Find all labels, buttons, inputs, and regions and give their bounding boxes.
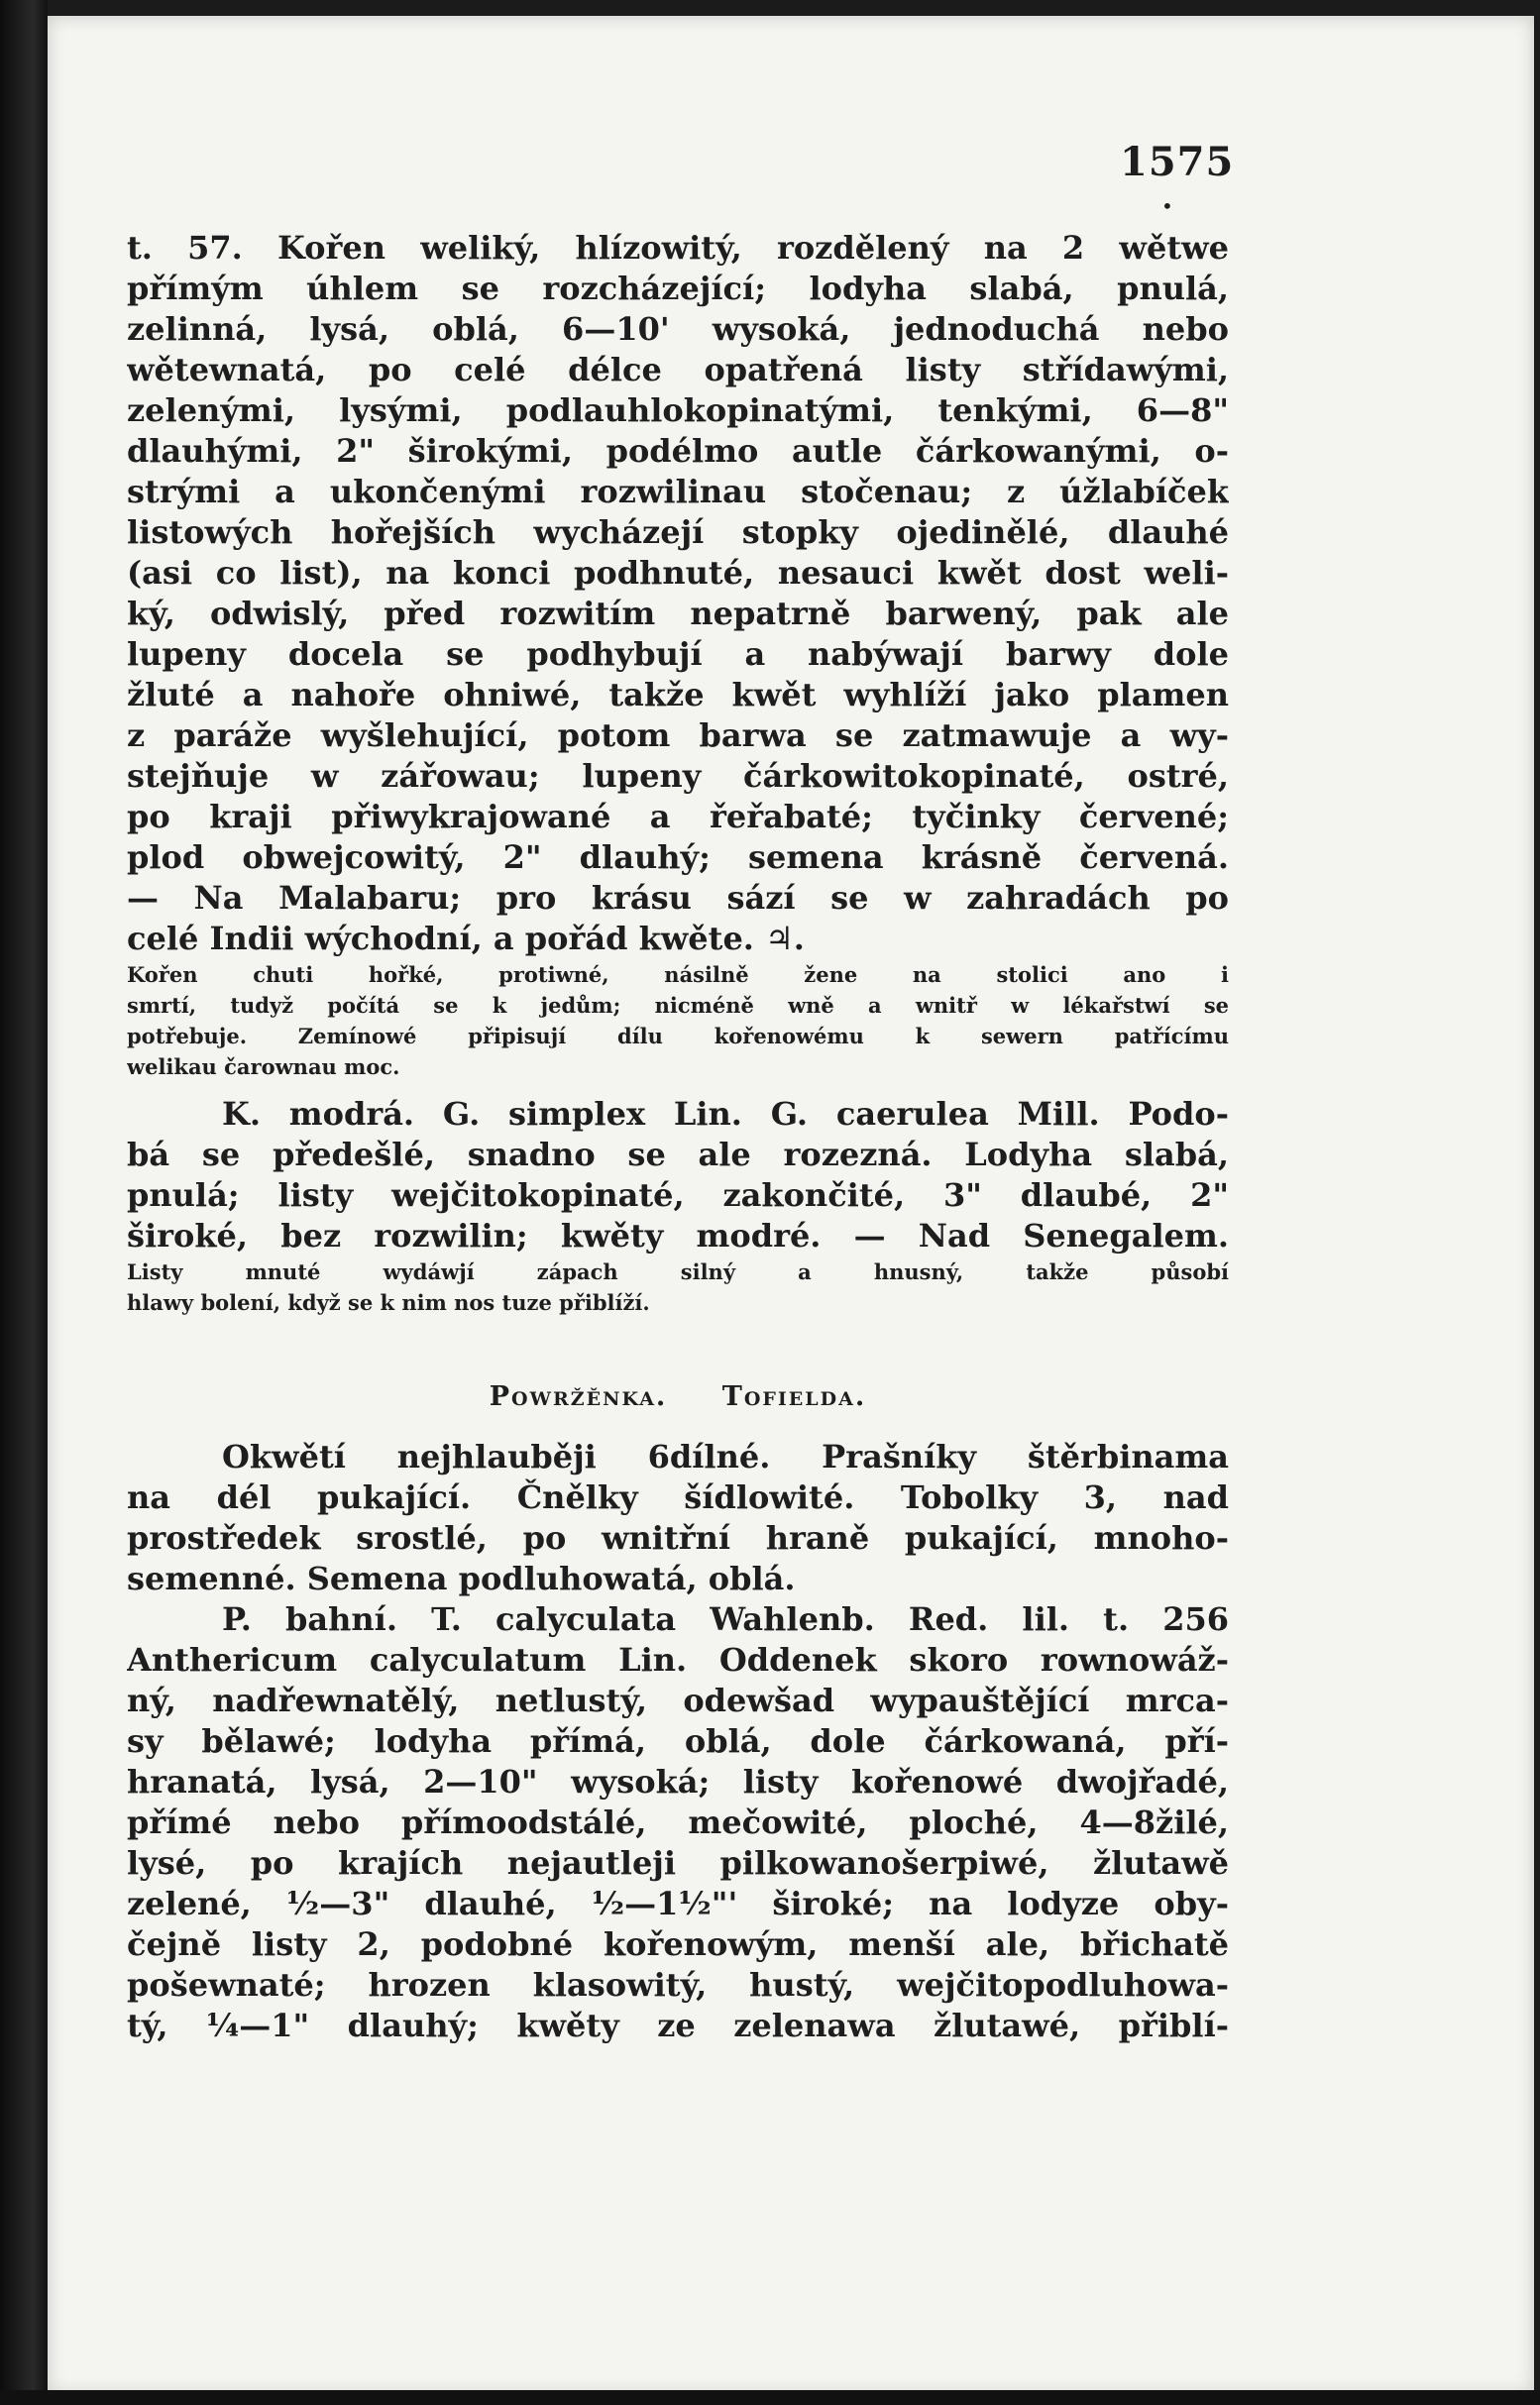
- entry-second: [127, 1094, 1229, 1257]
- text-line: t. 57. Kořen weliký, hlízowitý, rozdělený na 2 wětwe: [127, 229, 1229, 267]
- genus-heading-latin: Tofielda.: [721, 1381, 867, 1412]
- text-line: sy bělawé; lodyha přímá, oblá, dole čárkowaná, pří-: [127, 1722, 1229, 1760]
- note-line: welikau čarownau moc.: [127, 1054, 400, 1079]
- text-line: semenné. Semena podluhowatá, oblá.: [127, 1560, 796, 1597]
- entry-second-note: [127, 1257, 1229, 1318]
- text-line: pnulá; listy wejčitokopinaté, zakončité, 3" dlaubé, 2": [127, 1176, 1229, 1214]
- text-line: na dél pukající. Čnělky šídlowité. Tobolky 3, nad: [127, 1478, 1229, 1516]
- text-line: dlauhými, 2" širokými, podélmo autle čárkowanými, o-: [127, 432, 1229, 470]
- text-line: K. modrá. G. simplex Lin. G. caerulea Mill. Podo-: [222, 1095, 1229, 1133]
- spacer: [127, 1082, 1229, 1094]
- text-line: široké, bez rozwilin; kwěty modré. — Nad Senegalem.: [127, 1217, 1229, 1255]
- text-line: P. bahní. T. calyculata Wahlenb. Red. lil. t. 256: [222, 1600, 1229, 1638]
- text-line: po kraji přiwykrajowané a řeřabaté; tyčinky červené;: [127, 798, 1229, 835]
- text-line: ný, nadřewnatělý, netlustý, odewšad wypauštějící mrca-: [127, 1682, 1229, 1719]
- text-line: zelenými, lysými, podlauhlokopinatými, tenkými, 6—8": [127, 391, 1229, 429]
- text-line: pošewnaté; hrozen klasowitý, hustý, wejčitopodluhowa-: [127, 1966, 1229, 2004]
- text-line: strými a ukončenými rozwilinau stočenau; z úžlabíček: [127, 473, 1229, 510]
- text-line: čejně listy 2, podobné kořenowým, menší ale, břichatě: [127, 1925, 1229, 1963]
- note-line: Listy mnuté wydáwjí zápach silný a hnusný, takže působí: [127, 1259, 1229, 1284]
- text-line: — Na Malabaru; pro krásu sází se w zahradách po: [127, 879, 1229, 917]
- text-line: ký, odwislý, před rozwitím nepatrně barwený, pak ale: [127, 595, 1229, 632]
- text-line: listowých hořejších wycházejí stopky ojedinělé, dlauhé: [127, 513, 1229, 551]
- text-line: plod obwejcowitý, 2" dlauhý; semena krásně červená.: [127, 838, 1229, 876]
- text-line: hranatá, lysá, 2—10" wysoká; listy kořenowé dwojřadé,: [127, 1763, 1229, 1801]
- text-line: zelinná, lysá, oblá, 6—10' wysoká, jednoduchá nebo: [127, 310, 1229, 348]
- text-line: celé Indii wýchodní, a pořád kwěte. ♃.: [127, 920, 805, 957]
- text-line: žluté a nahoře ohniwé, takže kwět wyhlíží jako plamen: [127, 676, 1229, 713]
- entry-main: [127, 228, 1229, 959]
- spacer: [127, 1417, 1229, 1437]
- text-line: z paráže wyšlehující, potom barwa se zatmawuje a wy-: [127, 716, 1229, 754]
- scan-left-edge: [0, 0, 48, 2405]
- text-line: tý, ¼—1" dlauhý; kwěty ze zelenawa žlutawé, přiblí-: [127, 2007, 1229, 2044]
- text-line: lysé, po krajích nejautleji pilkowanošerpiwé, žlutawě: [127, 1844, 1229, 1882]
- text-line: přímé nebo přímoodstálé, mečowité, ploché, 4—8žilé,: [127, 1804, 1229, 1841]
- entry-main-note: [127, 959, 1229, 1082]
- page-number-dot: •: [1161, 194, 1173, 218]
- note-line: Kořen chuti hořké, protiwné, násilně žene na stolici ano i: [127, 962, 1229, 987]
- text-line: bá se předešlé, snadno se ale rozezná. Lodyha slabá,: [127, 1136, 1229, 1173]
- note-line: smrtí, tudyž počítá se k jedům; nicméně wně a wnitř w lékařstwí se: [127, 993, 1229, 1018]
- species-entry: [127, 1599, 1229, 2046]
- genus-heading: [127, 1377, 1229, 1417]
- page-number: 1575: [1120, 139, 1235, 185]
- text-line: lupeny docela se podhybují a nabýwají barwy dole: [127, 635, 1229, 673]
- text-line: (asi co list), na konci podhnuté, nesauci kwět dost weli-: [127, 554, 1229, 592]
- genus-heading-czech: Powržěnka.: [489, 1381, 668, 1412]
- text-line: Okwětí nejhlauběji 6dílné. Prašníky štěrbinama: [222, 1438, 1229, 1476]
- text-line: stejňuje w zářowau; lupeny čárkowitokopinaté, ostré,: [127, 757, 1229, 795]
- text-line: Anthericum calyculatum Lin. Oddenek skoro rownowáž-: [127, 1641, 1229, 1679]
- scan-bottom-edge: [0, 2390, 1540, 2405]
- note-line: potřebuje. Zemínowé připisují dílu kořenowému k sewern patřícímu: [127, 1024, 1229, 1048]
- text-line: prostředek srostlé, po wnitřní hraně pukající, mnoho-: [127, 1519, 1229, 1557]
- text-line: přímým úhlem se rozcházející; lodyha slabá, pnulá,: [127, 270, 1229, 307]
- page-text: [127, 228, 1229, 2046]
- text-line: wětewnatá, po celé délce opatřená listy střídawými,: [127, 351, 1229, 388]
- note-line: hlawy bolení, když se k nim nos tuze přiblíží.: [127, 1290, 650, 1315]
- spacer: [127, 1318, 1229, 1377]
- genus-description: [127, 1437, 1229, 1599]
- text-line: zelené, ½—3" dlauhé, ½—1½"' široké; na lodyze oby-: [127, 1885, 1229, 1922]
